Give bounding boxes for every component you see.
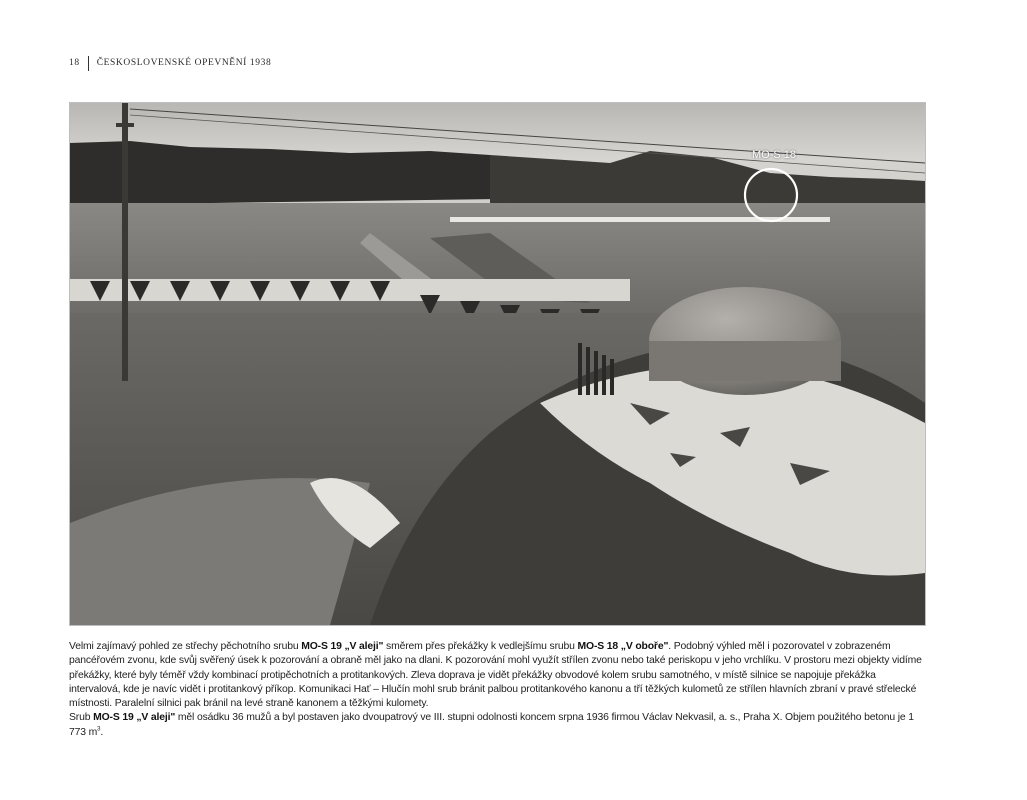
page-number: 18 — [69, 58, 80, 68]
running-title: ČESKOSLOVENSKÉ OPEVNĚNÍ 1938 — [96, 58, 272, 68]
photo-caption — [69, 640, 929, 740]
running-header — [69, 54, 271, 72]
header-divider — [88, 56, 89, 71]
mos18-marker-label: MO-S 18 — [752, 149, 797, 161]
caption-paragraph-2: Srub MO-S 19 „V aleji" měl osádku 36 mužů a byl postaven jako dvoupatrový ve III. stupni odolnosti koncem srpna 1936 firmou Václav Nekvasil, a. s., Praha X. Objem použitého betonu je 1 773 $m^3$. — [69, 712, 914, 738]
caption-paragraph-1: Velmi zajímavý pohled ze střechy pěchotního srubu MO-S 19 „V aleji" směrem přes překážky k vedlejšímu srubu MO-S 18 „V oboře". Podobný výhled měl i pozorovatel v zobrazeném pancéřovém zvonu, kde svůj svěřený úsek k pozorování a obraně měl jako na dlani. K pozorování mohl využít střílen zvonu nebo také periskopu v jeho vrchlíku. V prostoru mezi objekty vidíme překážky, které byly téměř vždy kombinací protipěchotních a protitankových. Zleva doprava je vidět překážky obvodové kolem srubu samotného, v místě silnice se napojuje překážka intervalová, kde je navíc vidět i protitankový příkop. Komunikaci Hať – Hlučín mohl srub bránit palbou protitankového kanonu a tří těžkých kulometů ze střílen hlavních zbraní v pravé střelecké místnosti. Paralelní silnici pak bránil na levé straně kanonem a těžkými kulomety. — [69, 641, 922, 710]
photo-illustration — [70, 103, 925, 625]
bunker-photograph — [69, 102, 926, 626]
